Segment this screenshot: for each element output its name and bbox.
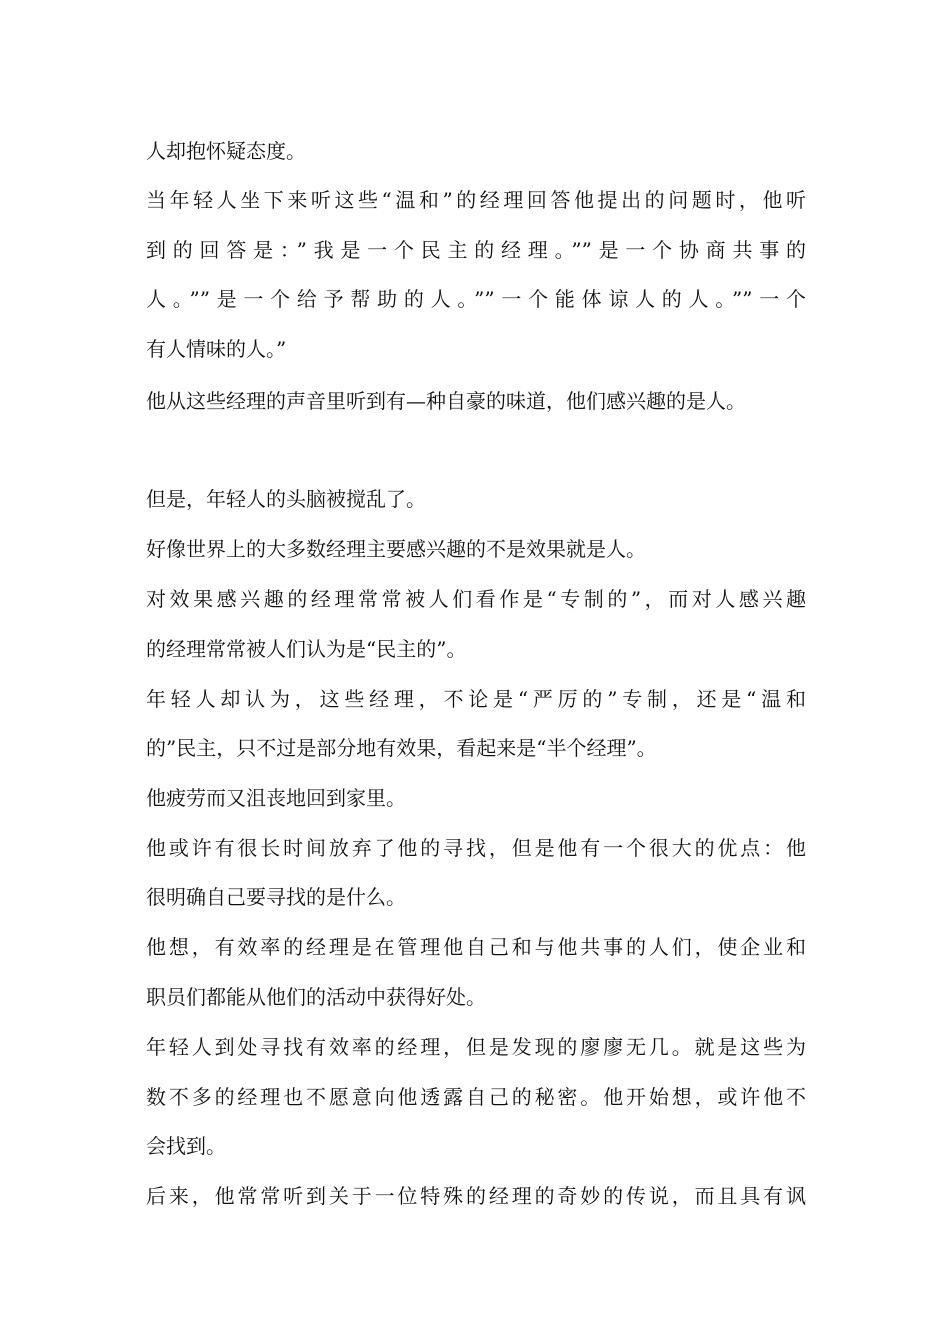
text-line: 会找到。 [146, 1134, 226, 1158]
text-line: 他从这些经理的声音里听到有—种自豪的味道，他们感兴趣的是人。 [146, 389, 746, 413]
text-line: 数不多的经理也不愿意向他透露自己的秘密。他开始想，或许他不 [146, 1085, 806, 1109]
text-line: 很明确自己要寻找的是什么。 [146, 885, 406, 909]
text-line: 到的回答是：”我是一个民主的经理。””是一个协商共事的 [146, 238, 806, 262]
text-line: 对效果感兴趣的经理常常被人们看作是“专制的”，而对人感兴趣 [146, 587, 806, 611]
text-line: 有人情味的人。” [146, 337, 287, 361]
text-line: 的”民主，只不过是部分地有效果，看起来是“半个经理”。 [146, 736, 657, 760]
text-line: 的经理常常被人们认为是“民主的”。 [146, 637, 467, 661]
text-line: 后来，他常常听到关于一位特殊的经理的奇妙的传说，而且具有讽 [146, 1184, 806, 1208]
text-line: 他想，有效率的经理是在管理他自己和与他共事的人们，使企业和 [146, 935, 806, 959]
text-line: 他疲劳而又沮丧地回到家里。 [146, 786, 406, 810]
text-line: 年轻人到处寻找有效率的经理，但是发现的廖廖无几。就是这些为 [146, 1035, 806, 1059]
text-line: 职员们都能从他们的活动中获得好处。 [146, 985, 486, 1009]
text-line: 人却抱怀疑态度。 [146, 139, 306, 163]
text-line: 当年轻人坐下来听这些“温和”的经理回答他提出的问题时，他听 [146, 188, 806, 212]
text-line: 年轻人却认为，这些经理，不论是“严厉的”专制，还是“温和 [146, 687, 806, 711]
text-line: 但是，年轻人的头脑被搅乱了。 [146, 487, 426, 511]
text-line: 他或许有很长时间放弃了他的寻找，但是他有一个很大的优点：他 [146, 836, 806, 860]
text-line: 好像世界上的大多数经理主要感兴趣的不是效果就是人。 [146, 537, 646, 561]
text-line: 人。””是一个给予帮助的人。””一个能体谅人的人。””一个 [146, 287, 806, 311]
